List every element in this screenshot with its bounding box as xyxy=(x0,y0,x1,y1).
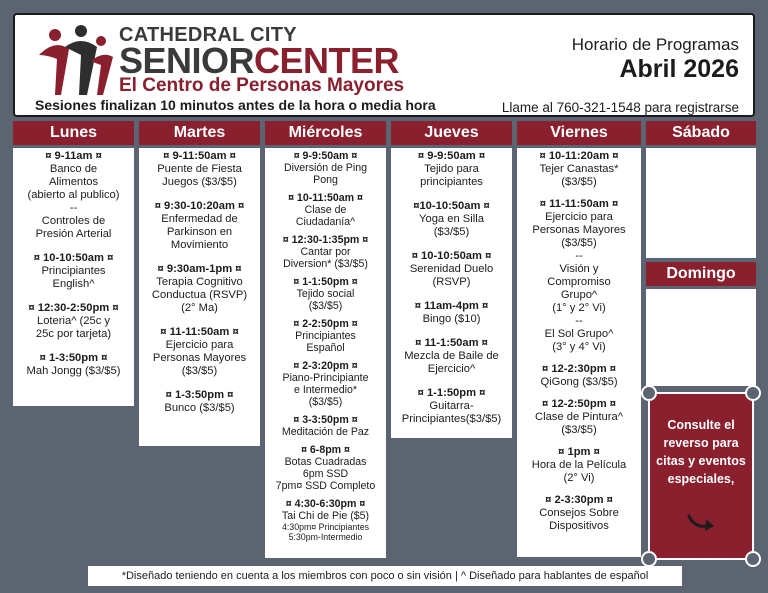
event-desc: Enfermedad de Parkinson en Movimiento xyxy=(161,213,238,251)
event xyxy=(519,363,639,389)
day-column-viernes xyxy=(517,121,641,557)
day-events xyxy=(391,148,512,438)
event-desc: Mezcla de Baile de Ejercicio^ xyxy=(404,350,499,375)
header-banner xyxy=(13,13,755,117)
event-desc: Botas Cuadradas 6pm SSD 7pm¤ SSD Completo xyxy=(275,456,376,492)
event xyxy=(15,302,132,341)
event xyxy=(393,387,510,426)
event-desc: Principiantes Español xyxy=(295,330,356,354)
event-time: ¤ 12:30-1:35pm ¤ xyxy=(282,234,369,246)
event-time: ¤ 6-8pm ¤ xyxy=(301,444,350,456)
event-desc: Terapia Cognitivo Conductua (RSVP) (2° Ma) xyxy=(151,276,248,314)
event-desc: Bunco ($3/$5) xyxy=(164,402,235,414)
event xyxy=(15,352,132,378)
event xyxy=(15,150,132,241)
event-desc: Banco de Alimentos (abierto al publico) -- Controles de Presión Arterial xyxy=(27,163,120,240)
event xyxy=(15,252,132,291)
event-time: ¤ 3-3:50pm ¤ xyxy=(293,414,358,426)
event-desc: Puente de Fiesta Juegos ($3/$5) xyxy=(157,163,242,188)
event-time: ¤ 9-9:50am ¤ xyxy=(417,150,486,162)
event xyxy=(267,234,384,270)
event-time: ¤ 2-3:20pm ¤ xyxy=(293,360,358,372)
event xyxy=(267,498,384,542)
event-time: ¤ 10-10:50am ¤ xyxy=(411,250,492,262)
event xyxy=(393,300,510,326)
event xyxy=(267,192,384,228)
event-desc: Tai Chi de Pie ($5) xyxy=(281,510,370,522)
event-time: ¤ 2-3:30pm ¤ xyxy=(545,494,613,506)
event xyxy=(141,150,258,189)
logo-subtitle: El Centro de Personas Mayores xyxy=(119,75,405,96)
ticket-notch xyxy=(745,551,761,567)
day-events xyxy=(517,148,641,557)
phone-note: Llame al 760-321-1548 para registrarse xyxy=(501,100,739,115)
logo-senior: SENIOR xyxy=(119,40,255,81)
event xyxy=(519,150,639,189)
event-desc: Meditación de Paz xyxy=(281,426,370,438)
event-time: ¤ 2-2:50pm ¤ xyxy=(293,318,358,330)
day-header: Viernes xyxy=(517,121,641,145)
event xyxy=(519,446,639,485)
event-desc: Diversión de Ping Pong xyxy=(283,162,368,186)
event-time: ¤ 1-1:50pm ¤ xyxy=(293,276,358,288)
event-desc: Mah Jongg ($3/$5) xyxy=(26,365,121,377)
event-desc: Ejercicio para Personas Mayores ($3/$5) xyxy=(152,339,247,377)
day-events xyxy=(139,148,260,446)
curved-arrow-icon xyxy=(686,512,718,534)
event xyxy=(393,250,510,289)
event xyxy=(393,150,510,189)
day-column-miercoles xyxy=(265,121,386,558)
day-column-sabado xyxy=(646,121,756,145)
session-note: Sesiones finalizan 10 minutos antes de la hora o media hora xyxy=(35,97,436,113)
event xyxy=(393,337,510,376)
event-time: ¤ 11-11:50am ¤ xyxy=(160,326,239,338)
event xyxy=(141,389,258,415)
day-events xyxy=(13,148,134,406)
event xyxy=(519,398,639,437)
event-desc: Serenidad Duelo (RSVP) xyxy=(409,263,494,288)
event-desc: Tejer Canastas* ($3/$5) xyxy=(539,163,619,188)
day-column-lunes xyxy=(13,121,134,406)
event-time: ¤ 10-11:20am ¤ xyxy=(539,150,619,162)
event-desc: Loteria^ (25c y 25c por tarjeta) xyxy=(35,315,112,340)
schedule-title: Horario de Programas xyxy=(571,35,739,54)
day-header-domingo: Domingo xyxy=(646,262,756,286)
ticket-notch xyxy=(745,385,761,401)
event-desc: Bingo ($10) xyxy=(422,313,481,325)
event-time: ¤ 12-2:50pm ¤ xyxy=(541,398,616,410)
event xyxy=(519,494,639,533)
event-time: ¤ 12-2:30pm ¤ xyxy=(541,363,616,375)
event-time: ¤ 9-11:50am ¤ xyxy=(163,150,236,162)
event xyxy=(141,263,258,315)
event-desc: Clase de Pintura^ ($3/$5) xyxy=(535,411,623,436)
event xyxy=(267,444,384,492)
saturday-events xyxy=(646,148,756,258)
event xyxy=(267,150,384,186)
event-desc: Cantar por Diversion* ($3/$5) xyxy=(283,246,368,270)
event-desc: Ejercicio para Personas Mayores ($3/$5) -- Visión y Compromiso Grupo^ (1° y 2° Vi) -- El Sol Grupo^ (3° y 4° Vi) xyxy=(532,211,626,353)
event-time: ¤ 9-11am ¤ xyxy=(45,150,102,162)
day-column-martes xyxy=(139,121,260,446)
event-desc: Hora de la Película (2° Vi) xyxy=(531,459,627,484)
day-header: Martes xyxy=(139,121,260,145)
event-desc: Clase de Ciudadanía^ xyxy=(295,204,356,228)
ticket-notch xyxy=(641,385,657,401)
footer-note: *Diseñado teniendo en cuenta a los miembros con poco o sin visión | ^ Diseñado para hablantes de español xyxy=(88,566,682,586)
event-time: ¤ 9:30-10:20am ¤ xyxy=(154,200,245,212)
event-time: ¤10-10:50am ¤ xyxy=(413,200,490,212)
event-time: ¤ 10-10:50am ¤ xyxy=(33,252,114,264)
event-subnote: 4:30pm¤ Principiantes 5:30pm-Intermedio xyxy=(281,522,370,542)
logo-city-name: CATHEDRAL CITY xyxy=(119,24,297,46)
event-desc: Consejos Sobre Dispositivos xyxy=(539,507,619,532)
event xyxy=(267,318,384,354)
logo-center: CENTER xyxy=(254,40,400,81)
event-desc: Tejido para principiantes xyxy=(420,163,483,188)
event-time: ¤ 9-9:50am ¤ xyxy=(293,150,358,162)
event-desc: Tejido social ($3/$5) xyxy=(296,288,355,312)
ticket-notch xyxy=(641,551,657,567)
event xyxy=(267,414,384,438)
callout-text: Consulte el reverso para citas y eventos especiales, xyxy=(656,418,746,486)
event-time: ¤ 1-3:50pm ¤ xyxy=(165,389,234,401)
event xyxy=(519,198,639,354)
event-time: ¤ 11am-4pm ¤ xyxy=(414,300,489,312)
special-events-callout xyxy=(648,392,754,560)
day-events xyxy=(265,148,386,558)
event-desc: Principiantes English^ xyxy=(41,265,106,290)
event xyxy=(267,276,384,312)
event-desc: Piano-Principiante e Intermedio* ($3/$5) xyxy=(282,372,369,408)
event-time: ¤ 1pm ¤ xyxy=(558,446,600,458)
event-time: ¤ 1-3:50pm ¤ xyxy=(39,352,108,364)
logo-title xyxy=(119,40,400,81)
event xyxy=(393,200,510,239)
event xyxy=(141,326,258,378)
event-desc: QiGong ($3/$5) xyxy=(540,376,618,388)
day-column-jueves xyxy=(391,121,512,438)
day-header: Sábado xyxy=(646,121,756,145)
event xyxy=(141,200,258,252)
event-time: ¤ 4:30-6:30pm ¤ xyxy=(285,498,366,510)
event-desc: Yoga en Silla ($3/$5) xyxy=(419,213,484,238)
day-header: Miércoles xyxy=(265,121,386,145)
event-time: ¤ 9:30am-1pm ¤ xyxy=(157,263,242,275)
event-time: ¤ 1-1:50pm ¤ xyxy=(417,387,486,399)
event xyxy=(267,360,384,408)
event-time: ¤ 10-11:50am ¤ xyxy=(288,192,363,204)
schedule-month: Abril 2026 xyxy=(619,55,739,83)
event-time: ¤ 11-1:50am ¤ xyxy=(415,337,488,349)
event-time: ¤ 12:30-2:50pm ¤ xyxy=(28,302,119,314)
senior-center-logo-icon xyxy=(35,25,113,97)
event-time: ¤ 11-11:50am ¤ xyxy=(539,198,619,210)
sunday-events xyxy=(646,289,756,386)
day-header: Lunes xyxy=(13,121,134,145)
event-desc: Guitarra- Principiantes($3/$5) xyxy=(401,400,502,425)
day-header: Jueves xyxy=(391,121,512,145)
